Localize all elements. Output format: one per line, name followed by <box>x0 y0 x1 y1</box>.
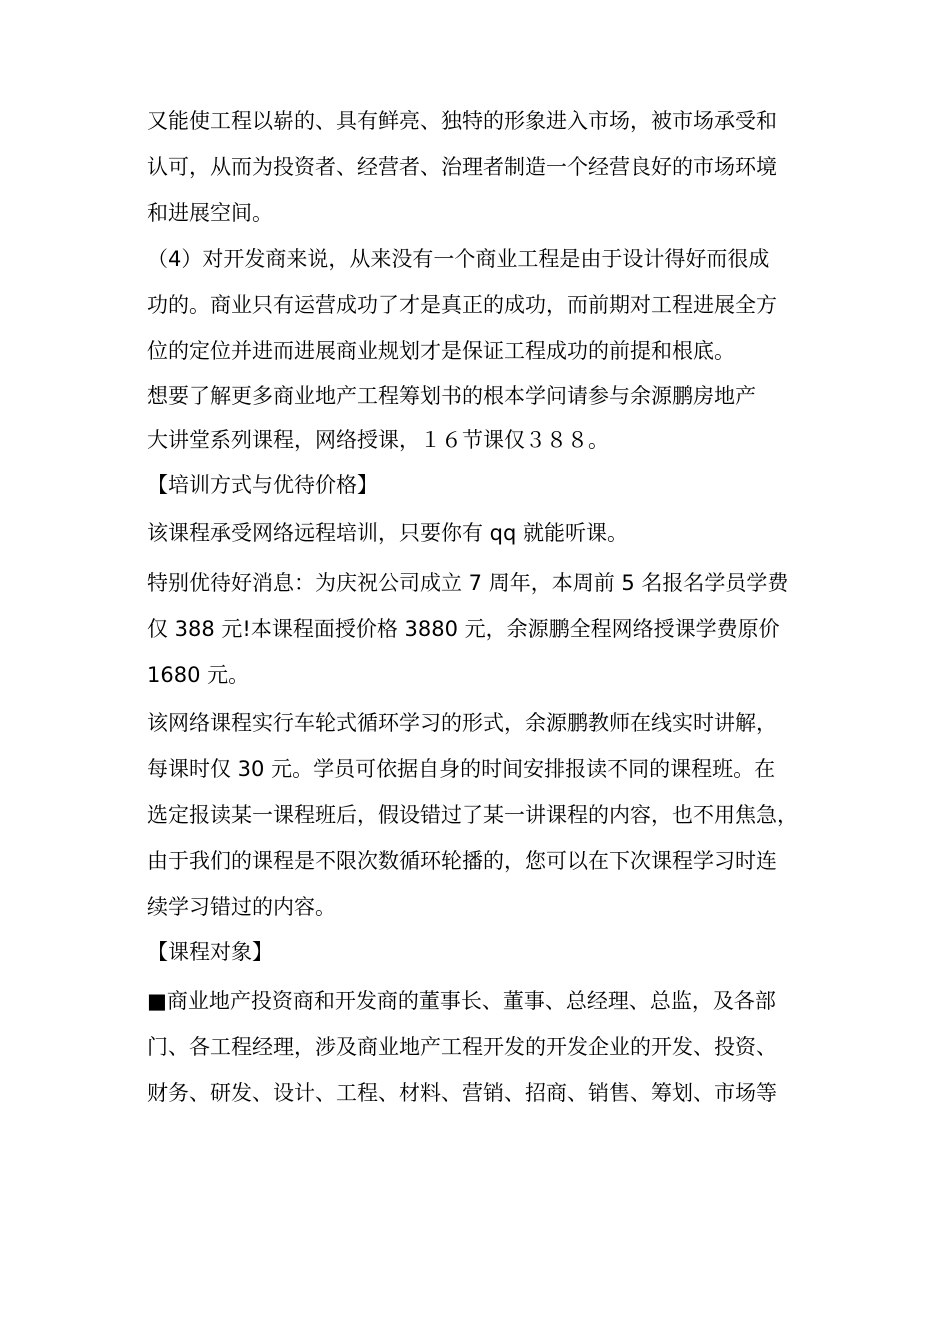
text-line: 想要了解更多商业地产工程筹划书的根本学问请参与余源鹏房地产 <box>147 384 756 408</box>
text-line: 选定报读某一课程班后，假设错过了某一讲课程的内容，也不用焦急， <box>147 803 798 827</box>
text-line: 功的。商业只有运营成功了才是真正的成功，而前期对工程进展全方 <box>147 293 777 317</box>
text-line: 每课时仅 30 元。学员可依据自身的时间安排报读不同的课程班。在 <box>147 757 776 781</box>
text-line: 大讲堂系列课程，网络授课，１６节课仅３８８。 <box>147 428 609 452</box>
text-line: ■商业地产投资商和开发商的董事长、董事、总经理、总监，及各部 <box>147 989 776 1013</box>
text-line: 财务、研发、设计、工程、材料、营销、招商、销售、筹划、市场等 <box>147 1081 777 1105</box>
text-line: 特别优待好消息：为庆祝公司成立 7 周年，本周前 5 名报名学员学费 <box>147 571 789 595</box>
text-line: 续学习错过的内容。 <box>147 895 336 919</box>
section-heading: 【培训方式与优待价格】 <box>147 473 378 497</box>
text-line: 门、各工程经理，涉及商业地产工程开发的开发企业的开发、投资、 <box>147 1035 777 1059</box>
document-body <box>147 98 827 1116</box>
text-line: （4）对开发商来说，从来没有一个商业工程是由于设计得好而很成 <box>147 247 770 271</box>
text-line: 该网络课程实行车轮式循环学习的形式，余源鹏教师在线实时讲解， <box>147 711 777 735</box>
section-heading: 【课程对象】 <box>147 940 273 964</box>
text-line: 认可，从而为投资者、经营者、治理者制造一个经营良好的市场环境 <box>147 155 777 179</box>
text-line: 仅 388 元!本课程面授价格 3880 元，余源鹏全程网络授课学费原价 <box>147 617 780 641</box>
text-line: 1680 元。 <box>147 663 250 687</box>
text-line: 位的定位并进而进展商业规划才是保证工程成功的前提和根底。 <box>147 339 735 363</box>
text-line: 和进展空间。 <box>147 201 273 225</box>
text-line: 由于我们的课程是不限次数循环轮播的，您可以在下次课程学习时连 <box>147 849 777 873</box>
text-line: 该课程承受网络远程培训，只要你有 qq 就能听课。 <box>147 521 629 545</box>
text-line: 又能使工程以崭的、具有鲜亮、独特的形象进入市场，被市场承受和 <box>147 109 777 133</box>
